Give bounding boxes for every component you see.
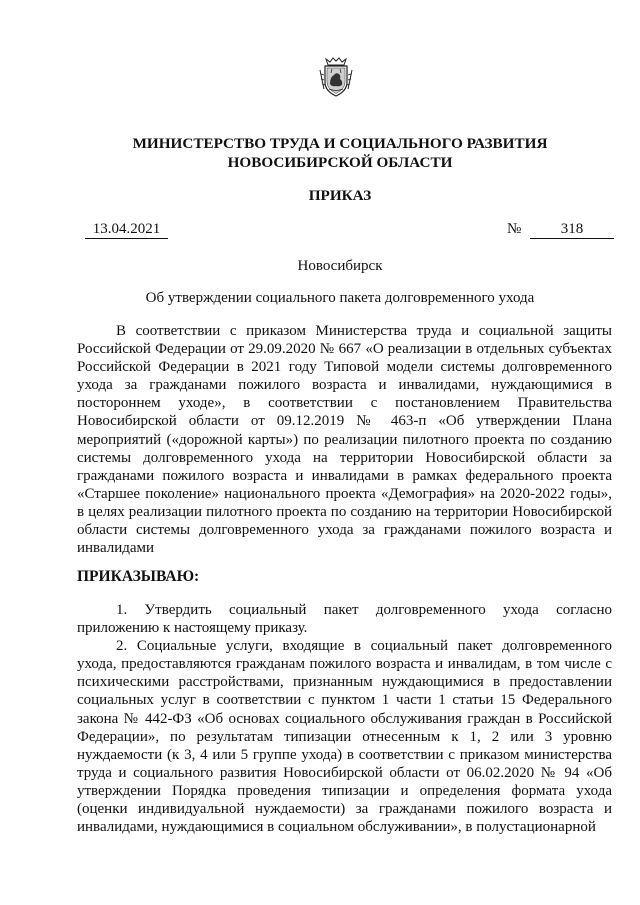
coat-of-arms-icon xyxy=(319,56,353,98)
order-date: 13.04.2021 xyxy=(85,220,168,239)
order-items xyxy=(77,601,612,836)
city-name: Новосибирск xyxy=(297,258,383,274)
order-item-2: 2. Социальные услуги, входящие в социальный пакет долговременного ухода, предоставляются гражданам пожилого возраста и инвалидам, в том числе с психическими расстройствами, признанным нуждающимися в предоставлении социальных услуг в соответствии с пунктом 1 части 1 статьи 15 Федерального закона № 442-ФЗ «Об основах социального обслуживания граждан в Российской Федерации», по результатам типизации отнесенным к 1, 2 или 3 уровню нуждаемости (к 3, 4 или 5 группе ухода) в соответствии с приказом министерства труда и социального развития Новосибирской области от 06.02.2020 № 94 «Об утверждении Порядка проведения типизации и определения формата ухода (оценки индивидуальной нуждаемости) за гражданами пожилого возраста и инвалидами, нуждающимися в социальном обслуживании», в полустационарной xyxy=(77,638,612,836)
ministry-name-line1: МИНИСТЕРСТВО ТРУДА И СОЦИАЛЬНОГО РАЗВИТИЯ xyxy=(132,135,548,152)
number-sign: № xyxy=(507,221,522,237)
document-title: ПРИКАЗ xyxy=(308,187,372,204)
ministry-name-line2: НОВОСИБИРСКОЙ ОБЛАСТИ xyxy=(227,154,453,171)
orders-heading: ПРИКАЗЫВАЮ: xyxy=(77,568,200,585)
ministry-name xyxy=(60,134,620,172)
order-item-1: 1. Утвердить социальный пакет долговременного ухода согласно приложению к настоящему приказу. xyxy=(77,602,612,637)
preamble-section xyxy=(77,322,612,557)
preamble-paragraph: В соответствии с приказом Министерства труда и социальной защиты Российской Федерации от 29.09.2020 № 667 «О реализации в отдельных субъектах Российской Федерации в 2021 году Типовой модели системы долговременного ухода за гражданами пожилого возраста и инвалидами, нуждающимися в постороннем уходе», в соответствии с постановлением Правительства Новосибирской области от 09.12.2019 № 463-п «Об утверждении Плана мероприятий («дорожной карты») по реализации пилотного проекта по созданию системы долговременного ухода на территории Новосибирской области за гражданами пожилого возраста и инвалидами в рамках федерального проекта «Старшее поколение» национального проекта «Демография» на 2020-2022 годы», в целях реализации пилотного проекта по созданию на территории Новосибирской области системы долговременного ухода за гражданами пожилого возраста и инвалидами xyxy=(77,323,612,557)
order-number: 318 xyxy=(530,220,614,239)
order-subject: Об утверждении социального пакета долговременного ухода xyxy=(145,290,535,306)
